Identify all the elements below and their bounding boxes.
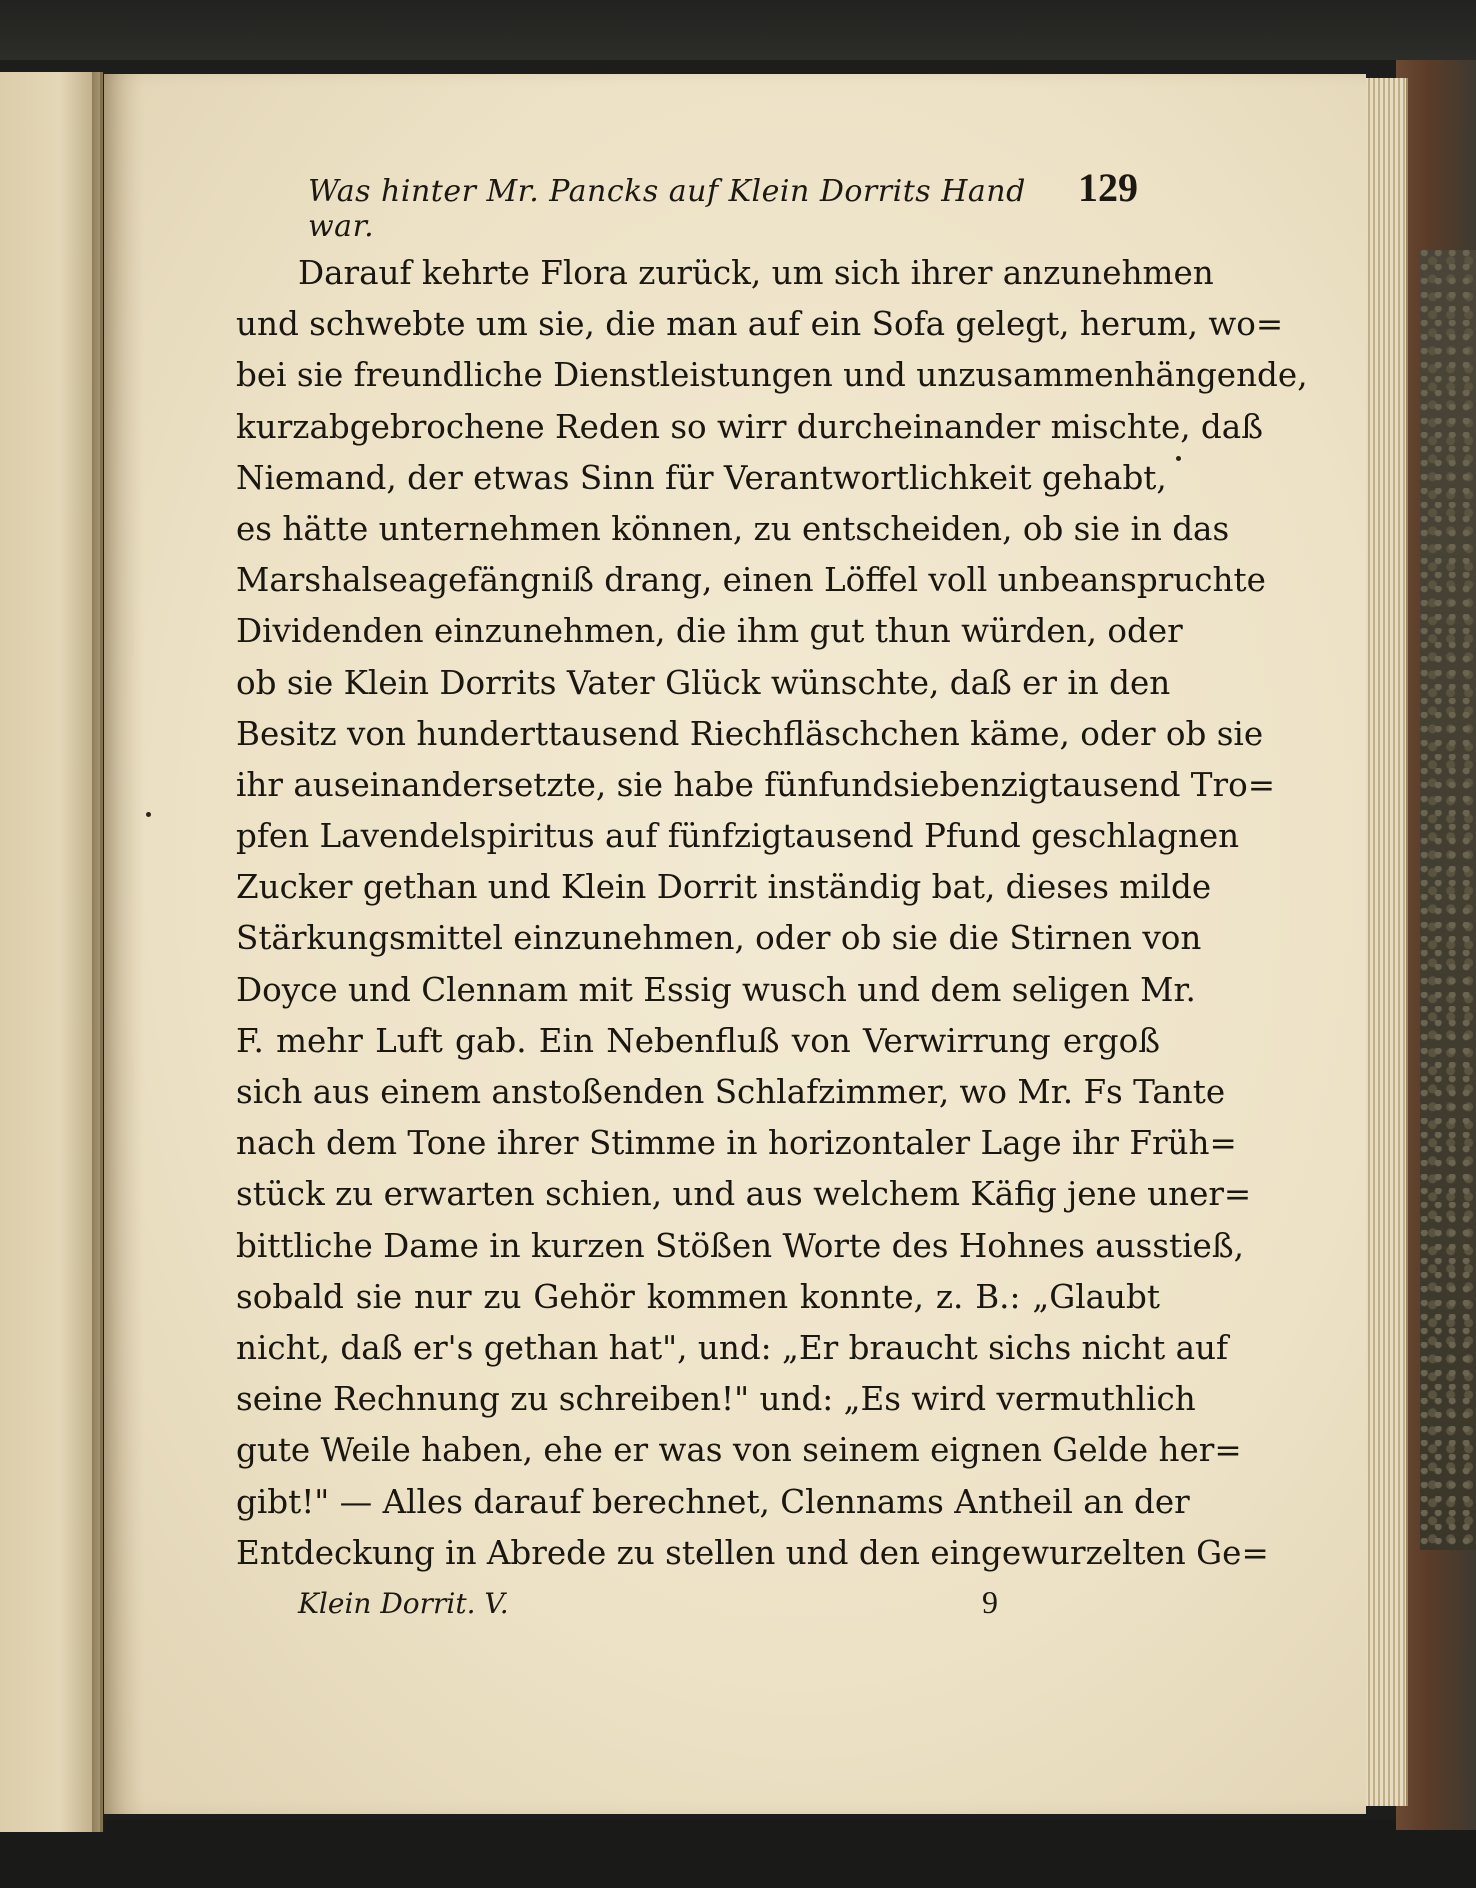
text-line: gute Weile haben, ehe er was von seinem eignen Gelde her= [236, 1431, 1242, 1470]
paper-speck [1176, 456, 1181, 461]
text-line: und schwebte um sie, die man auf ein Sofa gelegt, herum, wo= [236, 305, 1284, 344]
text-line: ihr auseinandersetzte, sie habe fünfundsiebenzigtausend Tro= [236, 765, 1276, 804]
text-line: Darauf kehrte Flora zurück, um sich ihrer anzunehmen [298, 254, 1214, 292]
text-line: nicht, daß er's gethan hat", und: „Er braucht sichs nicht auf [236, 1328, 1229, 1367]
text-line: sobald sie nur zu Gehör kommen konnte, z. B.: „Glaubt [236, 1277, 1160, 1316]
text-line: bittliche Dame in kurzen Stößen Worte des Hohnes ausstieß, [236, 1226, 1244, 1265]
signature-number: 9 [982, 1584, 998, 1620]
body-text [236, 248, 1308, 1578]
signature-line [298, 1584, 1058, 1626]
text-line: pfen Lavendelspiritus auf fünfzigtausend Pfund geschlagnen [236, 817, 1240, 856]
marbled-cover-paper [1420, 250, 1476, 1550]
text-line: Doyce und Clennam mit Essig wusch und dem seligen Mr. [236, 970, 1196, 1009]
text-line: Dividenden einzunehmen, die ihm gut thun würden, oder [236, 612, 1183, 651]
paper-speck [146, 812, 151, 817]
text-line: F. mehr Luft gab. Ein Nebenfluß von Verwirrung ergoß [236, 1021, 1160, 1060]
text-line: Stärkungsmittel einzunehmen, oder ob sie die Stirnen von [236, 919, 1202, 958]
page-block-edges [1360, 78, 1408, 1806]
text-line: gibt!" — Alles darauf berechnet, Clennams Antheil an der [236, 1482, 1190, 1521]
scanner-background-bottom [0, 1820, 1476, 1888]
text-line: Besitz von hunderttausend Riechfläschchen käme, oder ob sie [236, 714, 1264, 753]
running-head [308, 164, 1138, 244]
text-line: bei sie freundliche Dienstleistungen und unzusammenhängende, [236, 356, 1308, 395]
text-line: es hätte unternehmen können, zu entscheiden, ob sie in das [236, 509, 1230, 548]
text-line: kurzabgebrochene Reden so wirr durcheinander mischte, daß [236, 407, 1263, 446]
text-line: nach dem Tone ihrer Stimme in horizontaler Lage ihr Früh= [236, 1124, 1237, 1163]
text-line: Zucker gethan und Klein Dorrit inständig bat, dieses milde [236, 868, 1212, 907]
text-line: Niemand, der etwas Sinn für Verantwortlichkeit gehabt, [236, 458, 1167, 497]
scanner-background-top [0, 0, 1476, 60]
text-line: stück zu erwarten schien, und aus welchem Käfig jene uner= [236, 1175, 1252, 1214]
page-number: 129 [1078, 165, 1138, 210]
text-line: Entdeckung in Abrede zu stellen und den eingewurzelten Ge= [236, 1533, 1269, 1572]
running-head-title: Was hinter Mr. Pancks auf Klein Dorrits Hand war. [308, 174, 1026, 244]
signature-title: Klein Dorrit. V. [298, 1587, 509, 1620]
text-line: sich aus einem anstoßenden Schlafzimmer, wo Mr. Fs Tante [236, 1073, 1226, 1111]
text-line: ob sie Klein Dorrits Vater Glück wünschte, daß er in den [236, 663, 1171, 702]
text-line: seine Rechnung zu schreiben!" und: „Es wird vermuthlich [236, 1380, 1196, 1419]
facing-page-edge [0, 72, 103, 1832]
text-line: Marshalseagefängniß drang, einen Löffel voll unbeanspruchte [236, 561, 1266, 600]
